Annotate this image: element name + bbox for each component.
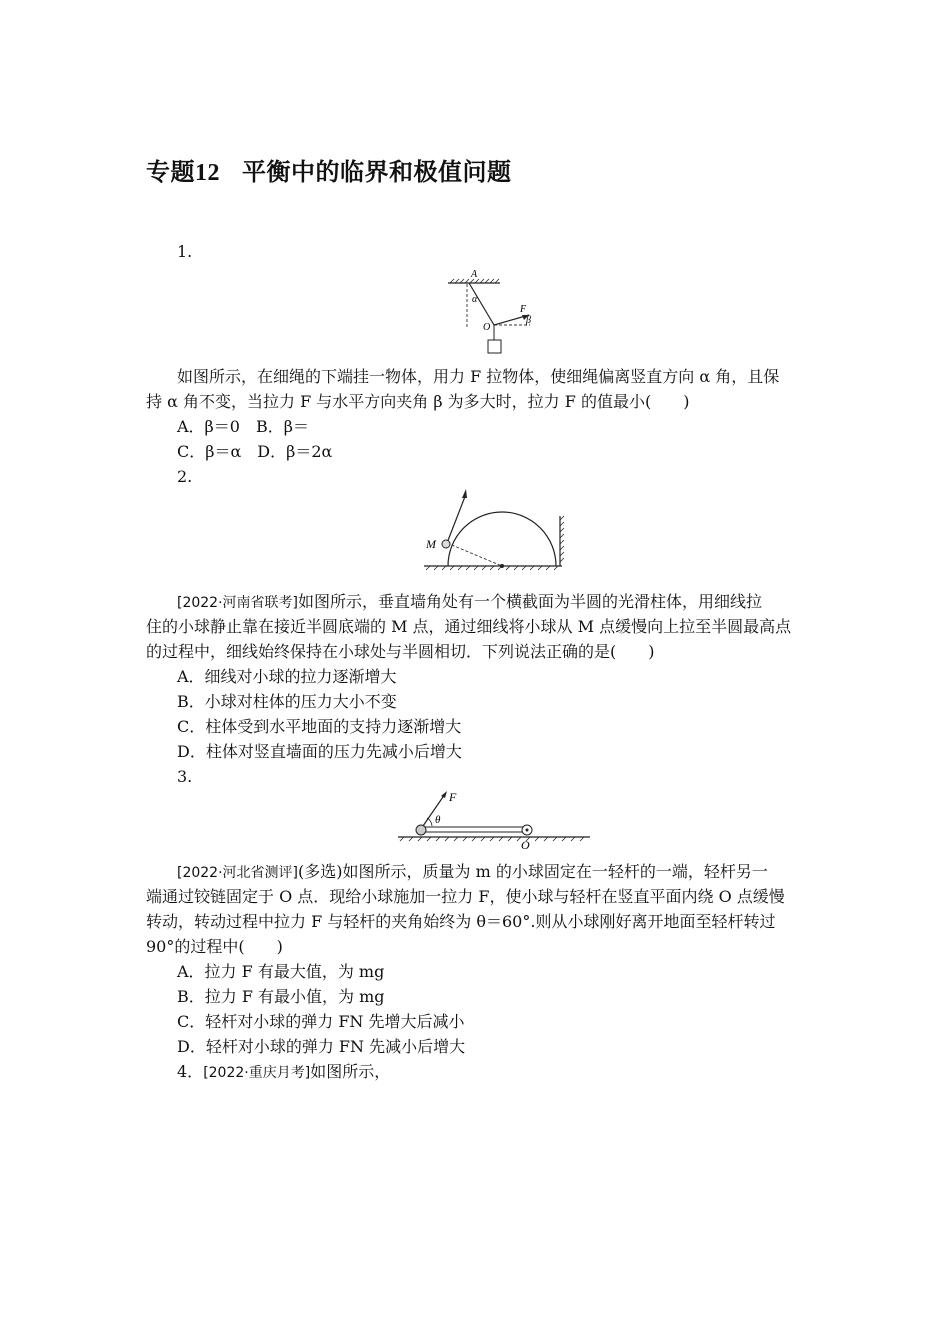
q1-label-beta: β	[526, 315, 531, 326]
q3-option-d: D．轻杆对小球的弹力 FN 先减小后增大	[177, 1037, 466, 1056]
q2-option-a: A．细线对小球的拉力逐渐增大	[177, 667, 397, 686]
q2-label-m: M	[426, 537, 436, 551]
q3-line-2: 端通过铰链固定于 O 点．现给小球施加一拉力 F，使小球与轻杆在竖直平面内绕 O 点缓慢	[146, 887, 785, 906]
q2-figure	[420, 484, 570, 574]
q3-option-b: B．拉力 F 有最小值，为 mg	[177, 987, 385, 1006]
title-number: 12	[195, 160, 220, 186]
q1-label-f: F	[520, 304, 527, 315]
q1-line-2: 持 α 角不变，当拉力 F 与水平方向夹角 β 为多大时，拉力 F 的值最小( )	[146, 392, 690, 411]
q2-option-b: B．小球对柱体的压力大小不变	[177, 692, 397, 711]
q2-line-2: 住的小球静止靠在接近半圆底端的 M 点，通过细线将小球从 M 点缓慢向上拉至半圆最高点	[146, 617, 792, 636]
q3-source: [2022·河北省测评]	[177, 865, 299, 881]
q1-label-a: A	[471, 269, 478, 280]
q3-label-theta: θ	[435, 814, 441, 826]
q3-line-1	[177, 862, 768, 883]
q1-line-1: 如图所示，在细绳的下端挂一物体，用力 F 拉物体，使细绳偏离竖直方向 α 角，且保	[177, 367, 780, 386]
q2-line-1-text: 如图所示，垂直墙角处有一个横截面为半圆的光滑柱体，用细线拉	[298, 592, 763, 611]
q2-option-c: C．柱体受到水平地面的支持力逐渐增大	[177, 717, 462, 736]
q2-source: [2022·河南省联考]	[177, 595, 299, 611]
q2-line-3: 的过程中，细线始终保持在小球处与半圆相切．下列说法正确的是( )	[146, 642, 655, 661]
q3-number: 3.	[177, 767, 193, 786]
q3-label-o: O	[521, 838, 530, 852]
q1-number: 1.	[177, 242, 193, 261]
q3-option-c: C．轻杆对小球的弹力 FN 先增大后减小	[177, 1012, 465, 1031]
q3-line-3: 转动，转动过程中拉力 F 与轻杆的夹角始终为 θ＝60°.则从小球刚好离开地面至轻杆转过	[146, 912, 776, 931]
q3-option-a: A．拉力 F 有最大值，为 mg	[177, 962, 385, 981]
q3-figure	[394, 786, 594, 852]
q4-line-1	[177, 1062, 390, 1083]
title-prefix: 专题	[146, 158, 195, 186]
title-text: 平衡中的临界和极值问题	[242, 158, 512, 186]
q4-line-1-text: 如图所示，	[310, 1062, 391, 1081]
q1-options-ab: A．β＝0 B．β＝	[177, 417, 309, 436]
page-title	[146, 152, 512, 187]
q3-line-4: 90°的过程中( )	[146, 937, 283, 956]
q3-line-1-text: (多选)如图所示，质量为 m 的小球固定在一轻杆的一端，轻杆另一	[298, 862, 768, 881]
q1-label-alpha: α	[472, 294, 478, 305]
q3-label-f: F	[449, 790, 457, 804]
q1-figure	[440, 264, 550, 359]
q1-options-cd: C．β＝α D．β＝2α	[177, 442, 333, 461]
q4-number: 4．	[177, 1062, 204, 1081]
q1-label-o: O	[483, 322, 491, 333]
q2-line-1	[177, 592, 762, 613]
q2-option-d: D．柱体对竖直墙面的压力先减小后增大	[177, 742, 462, 761]
q4-source: [2022·重庆月考]	[203, 1065, 311, 1081]
q2-number: 2.	[177, 467, 193, 486]
